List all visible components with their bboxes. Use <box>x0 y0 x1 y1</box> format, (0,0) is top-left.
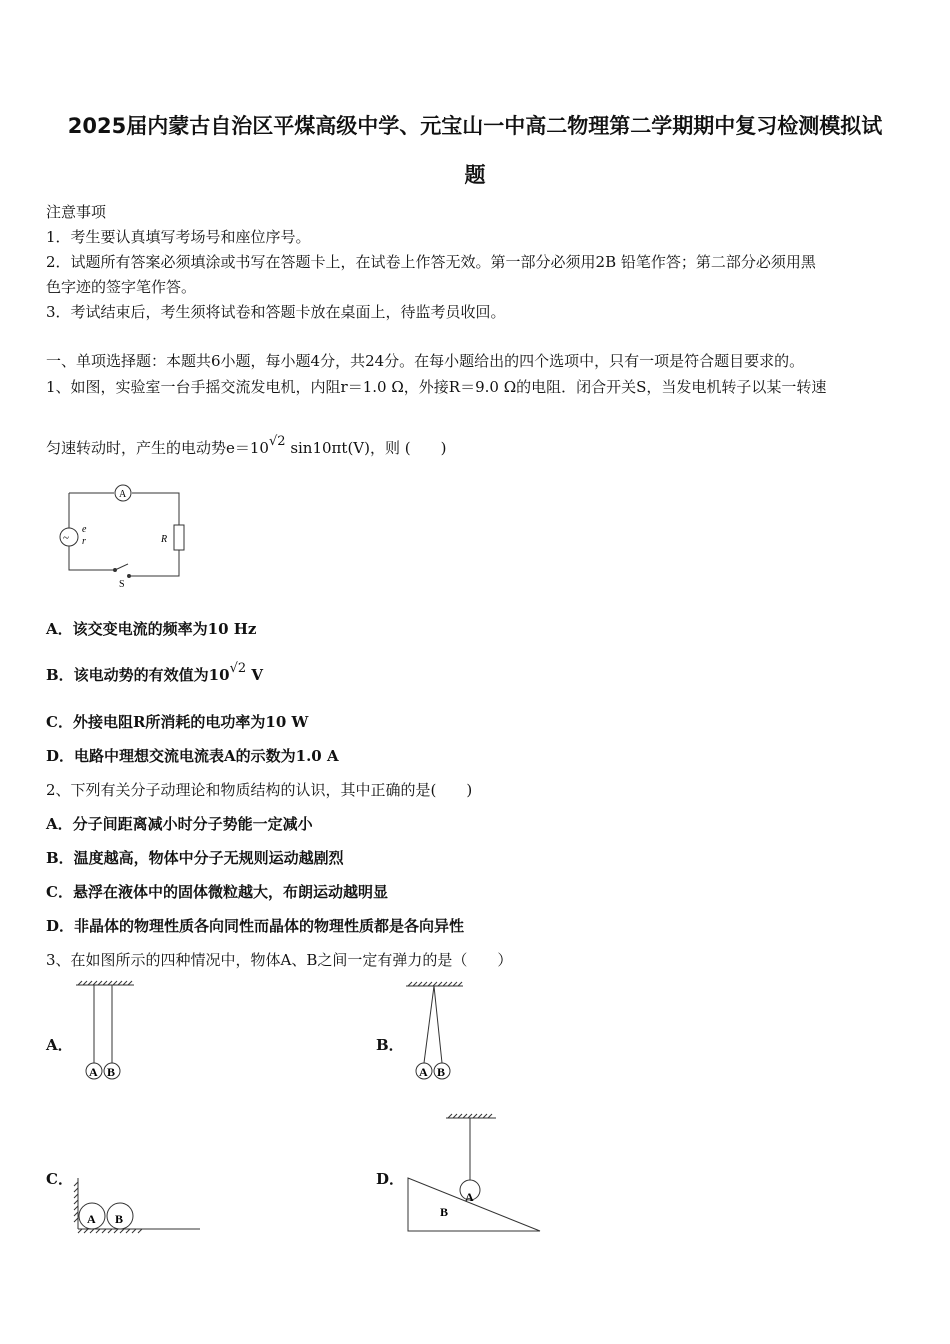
section-heading: 一、单项选择题：本题共6小题，每小题4分，共24分。在每小题给出的四个选项中，只有一项是符合题目要求的。 <box>46 352 805 370</box>
q1-stem-line2: 匀速转动时，产生的电动势e＝10√2 sin10πt(V)，则 ( ) <box>46 434 447 457</box>
ceiling-hatch <box>78 981 132 985</box>
q3-option-b-label: B． <box>376 1036 404 1054</box>
ball-b-label: B <box>115 1212 124 1226</box>
ceiling-hatch <box>408 982 462 986</box>
ball-b-label: B <box>107 1065 116 1079</box>
internal-resistance-label: r <box>82 536 86 547</box>
q1-circuit-diagram <box>55 482 195 592</box>
notice-heading: 注意事项 <box>46 203 107 221</box>
q2-option-a: A．分子间距离减小时分子势能一定减小 <box>46 815 313 833</box>
ball-a-label: A <box>89 1065 98 1079</box>
switch-blade <box>115 564 128 570</box>
q3-stem: 3、在如图所示的四种情况中，物体A、B之间一定有弹力的是（ ） <box>46 951 513 969</box>
ac-source-icon: ~ <box>63 532 69 544</box>
notice-item-3: 3．考试结束后，考生须将试卷和答题卡放在桌面上，待监考员收回。 <box>46 303 506 321</box>
wall-hatch <box>74 1182 78 1222</box>
page-title: 2025届内蒙古自治区平煤高级中学、元宝山一中高二物理第二学期期中复习检测模拟试 <box>67 114 883 138</box>
q3-figure-c <box>72 1172 207 1237</box>
q1-option-a: A．该交变电流的频率为10 Hz <box>46 620 257 638</box>
q2-stem: 2、下列有关分子动理论和物质结构的认识，其中正确的是( ) <box>46 781 473 799</box>
switch-label: S <box>119 579 125 590</box>
ball-a-label: A <box>465 1190 474 1204</box>
q1-option-b: B．该电动势的有效值为10√2 V <box>46 661 263 684</box>
ceiling-hatch <box>448 1114 492 1118</box>
q3-figure-a <box>72 980 142 1085</box>
q2-option-d: D．非晶体的物理性质各向同性而晶体的物理性质都是各向异性 <box>46 917 465 935</box>
notice-item-2-cont: 色字迹的签字笔作答。 <box>46 278 197 296</box>
q1-option-d: D．电路中理想交流电流表A的示数为1.0 A <box>46 747 339 765</box>
q3-figure-b <box>403 980 473 1085</box>
sqrt-two: √2 <box>268 434 286 449</box>
ammeter-label: A <box>119 489 127 500</box>
ball-b-label: B <box>437 1065 446 1079</box>
ball-a-label: A <box>87 1212 96 1226</box>
emf-label: e <box>82 524 87 535</box>
resistor-label: R <box>161 534 168 545</box>
q3-figure-d <box>400 1110 550 1235</box>
floor-hatch <box>78 1229 142 1233</box>
q2-option-c: C．悬浮在液体中的固体微粒越大，布朗运动越明显 <box>46 883 388 901</box>
block-b-label: B <box>440 1205 449 1219</box>
page-title-continued: 题 <box>464 163 486 187</box>
resistor <box>174 525 184 550</box>
q1-option-c: C．外接电阻R所消耗的电功率为10 W <box>46 713 309 731</box>
q2-option-b: B．温度越高，物体中分子无规则运动越剧烈 <box>46 849 344 867</box>
ball-a-label: A <box>419 1065 428 1079</box>
q3-option-d-label: D． <box>376 1170 405 1188</box>
sqrt-two: √2 <box>229 661 247 676</box>
q3-option-c-label: C． <box>46 1170 73 1188</box>
notice-item-2: 2．试题所有答案必须填涂或书写在答题卡上，在试卷上作答无效。第一部分必须用2B 铅笔作答；第二部分必须用黑 <box>46 253 816 271</box>
q3-option-a-label: A． <box>46 1036 73 1054</box>
q1-stem-line1: 1、如图，实验室一台手摇交流发电机，内阻r＝1.0 Ω，外接R＝9.0 Ω的电阻．闭合开关S，当发电机转子以某一转速 <box>46 378 827 396</box>
notice-item-1: 1．考生要认真填写考场号和座位序号。 <box>46 228 311 246</box>
